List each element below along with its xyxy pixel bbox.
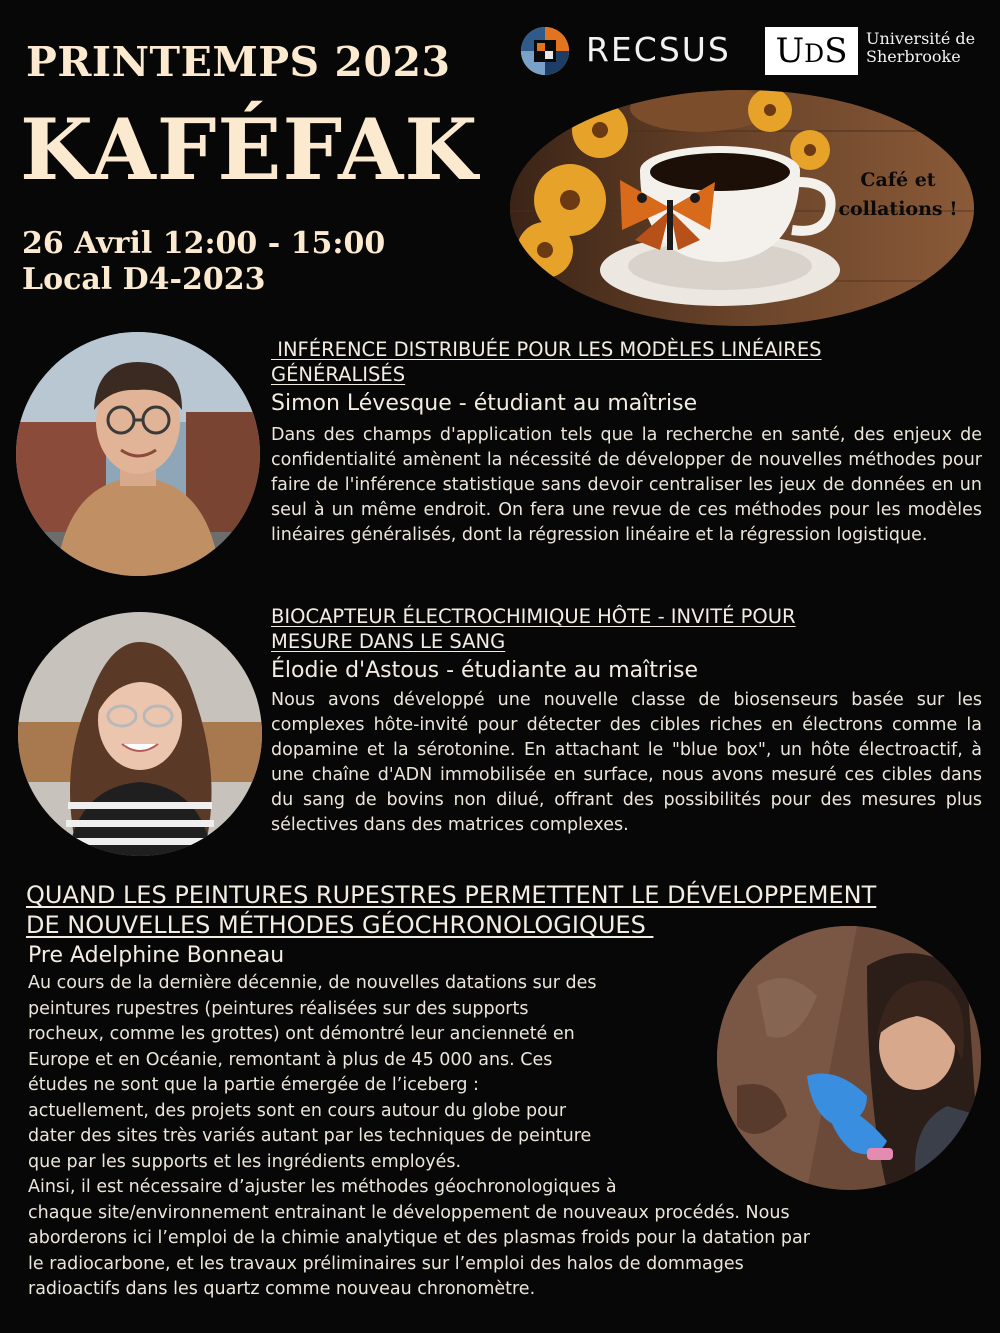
talk3-abstract-line: actuellement, des projets sont en cours autour du globe pour <box>28 1100 567 1121</box>
talk3-title-line1: QUAND LES PEINTURES RUPESTRES PERMETTENT LE DÉVELOPPEMENT <box>26 881 877 909</box>
snacks-line2: collations ! <box>838 198 958 220</box>
uds-logo <box>765 27 858 75</box>
uds-letter-s: S <box>824 31 848 71</box>
talk3-abstract-line: rocheux, comme les grottes) ont démontré leur ancienneté en <box>28 1024 575 1044</box>
talk3-abstract-line: que par les supports et les ingrédients employés. <box>28 1151 462 1172</box>
talk3-abstract-line: chaque site/environnement entrainant le développement de nouveaux procédés. Nous <box>28 1202 790 1223</box>
recsus-name: RECSUS <box>586 30 731 69</box>
talk3-abstract-line: Ainsi, il est nécessaire d’ajuster les méthodes géochronologiques à <box>28 1177 617 1197</box>
talk3-abstract-line: dater des sites très variés autant par les techniques de peinture <box>28 1126 592 1146</box>
snacks-line1: Café et <box>860 169 936 191</box>
uds-letter-u: U <box>775 31 805 71</box>
event-date-time: 26 Avril 12:00 - 15:00 <box>22 226 386 261</box>
talk3-abstract-line: peintures rupestres (peintures réalisées sur des supports <box>28 998 529 1019</box>
snacks-callout <box>828 166 968 224</box>
uds-name-line1: Université de <box>866 29 976 48</box>
talk2-speaker: Élodie d'Astous - étudiante au maîtrise <box>271 658 699 683</box>
talk3-speaker: Pre Adelphine Bonneau <box>28 943 285 968</box>
speaker-photo-simon <box>16 332 260 576</box>
talk1-title <box>271 337 822 387</box>
talk3-abstract-line: Au cours de la dernière décennie, de nouvelles datations sur des <box>28 973 597 993</box>
talk2-title-line2: MESURE DANS LE SANG <box>271 630 506 653</box>
talk1-speaker: Simon Lévesque - étudiant au maîtrise <box>271 391 698 416</box>
recsus-logo-icon <box>520 26 570 76</box>
uds-name <box>866 30 975 66</box>
talk1-title-line1: INFÉRENCE DISTRIBUÉE POUR LES MODÈLES LINÉAIRES <box>271 338 822 361</box>
talk3-abstract-line: radioactifs dans les quartz comme nouveau chronomètre. <box>28 1279 536 1299</box>
talk3-abstract <box>28 971 810 1303</box>
event-room: Local D4-2023 <box>22 262 266 297</box>
season-heading: PRINTEMPS 2023 <box>26 38 451 86</box>
talk3-title <box>26 880 876 940</box>
event-title: KAFÉFAK <box>20 100 479 199</box>
uds-name-line2: Sherbrooke <box>866 47 961 66</box>
talk2-title-line1: BIOCAPTEUR ÉLECTROCHIMIQUE HÔTE - INVITÉ POUR <box>271 605 796 628</box>
talk3-abstract-line: le radiocarbone, et les travaux préliminaires sur l’emploi des halos de dommages <box>28 1253 744 1274</box>
talk3-title-line2: DE NOUVELLES MÉTHODES GÉOCHRONOLOGIQUES <box>26 911 654 939</box>
talk3-abstract-line: Europe et en Océanie, remontant à plus de 45 000 ans. Ces <box>28 1049 553 1070</box>
talk1-abstract: Dans des champs d'application tels que la recherche en santé, des enjeux de confidentialité amènent la nécessité de développer de nouvelles méthodes pour faire de l'inférence statistique sans devoir centraliser les jeux de données en un seul à un même endroit. On fera une revue de ces méthodes pour les modèles linéaires généralisés, dont la régression linéaire et la régression logistique. <box>271 425 982 545</box>
speaker-photo-elodie <box>18 612 262 856</box>
talk1-title-line2: GÉNÉRALISÉS <box>271 363 406 386</box>
talk2-abstract: Nous avons développé une nouvelle classe de biosenseurs basée sur les complexes hôte-invité pour détecter des cibles riches en électrons comme la dopamine et la sérotonine. En attachant le "blue box", un hôte électroactif, à une chaîne d'ADN immobilisée en surface, nous avons mesuré ces cibles dans du sang de bovins non dilué, offrant des possibilités pour des mesures plus sélectives dans des matrices complexes. <box>271 690 982 835</box>
talk2-title <box>271 604 796 654</box>
uds-letter-d: D <box>804 39 825 68</box>
talk3-abstract-line: études ne sont que la partie émergée de l’iceberg : <box>28 1075 479 1095</box>
talk3-abstract-line: aborderons ici l’emploi de la chimie analytique et des plasmas froids pour la datation par <box>28 1228 810 1248</box>
